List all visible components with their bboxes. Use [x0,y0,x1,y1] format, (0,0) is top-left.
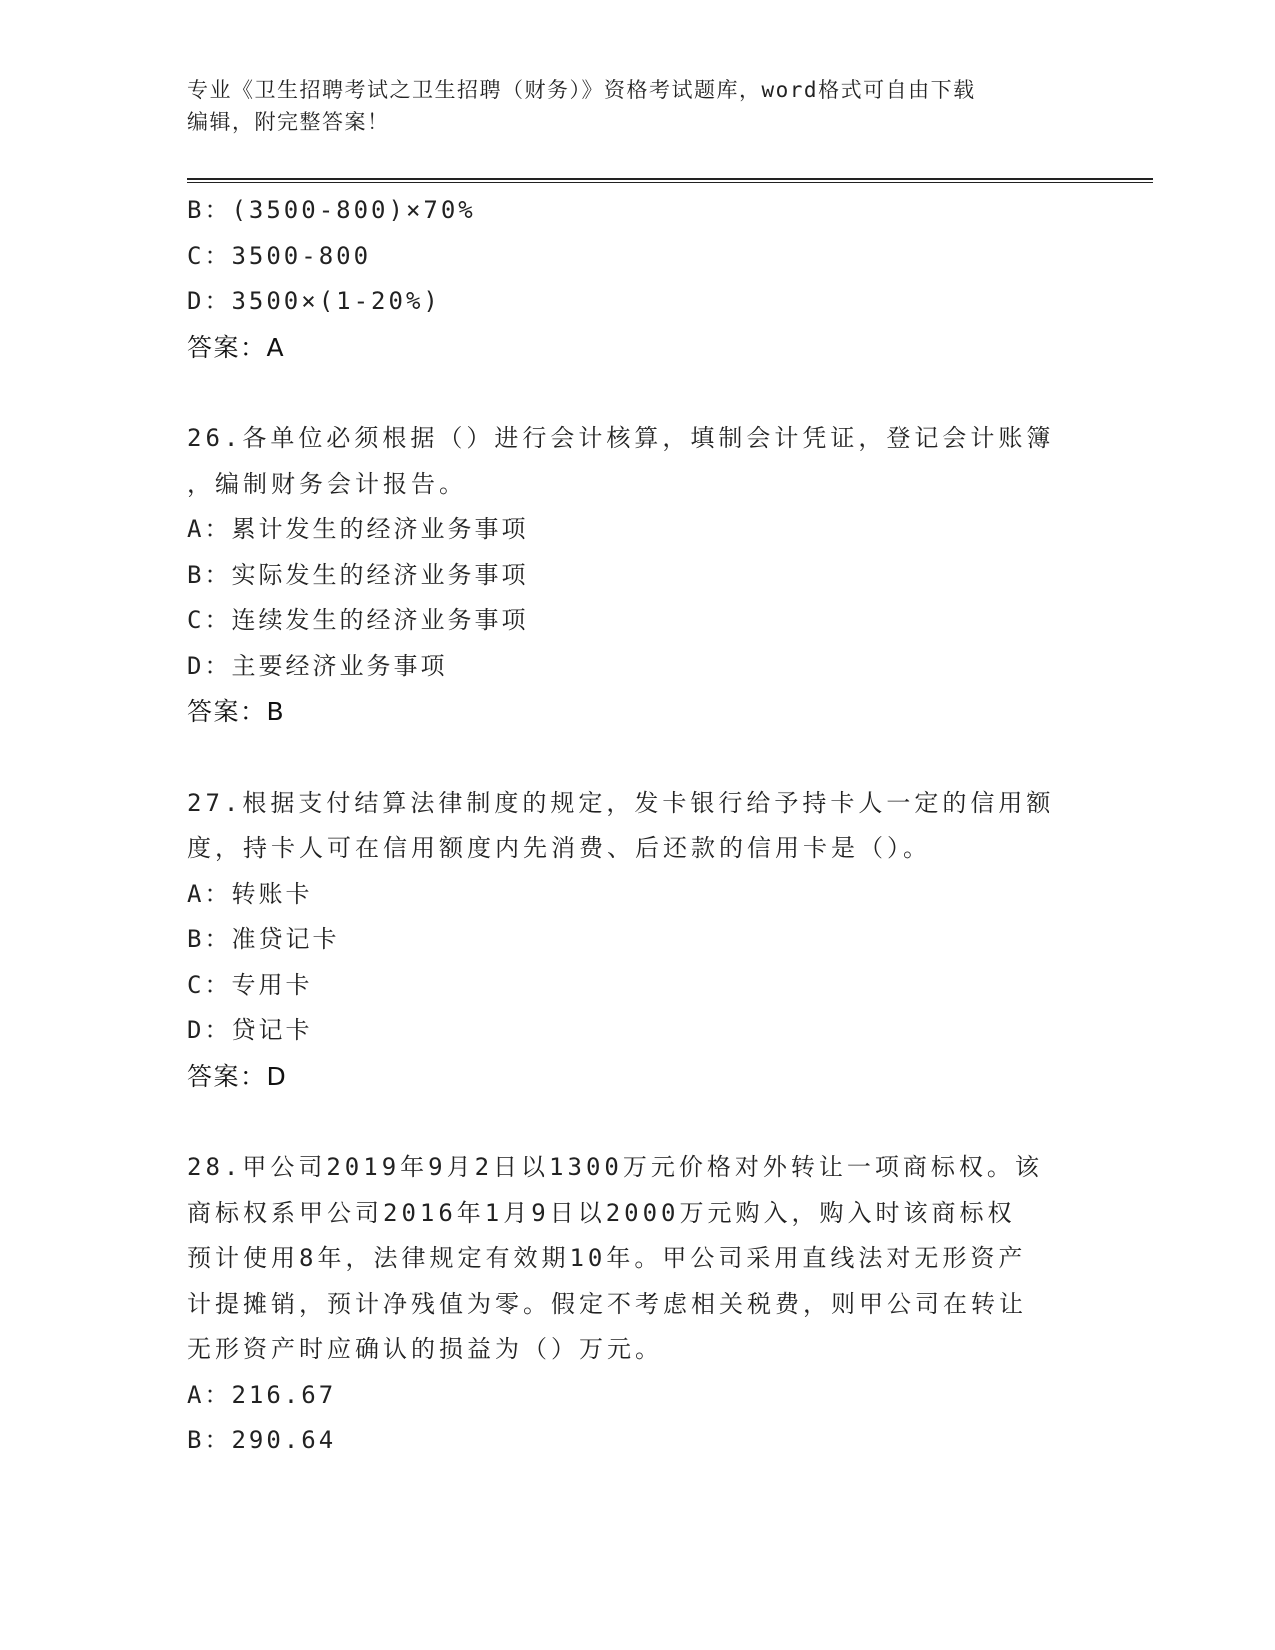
option-a: A：216.67 [187,1380,337,1409]
question-text [187,1145,1067,1373]
question-line: 商标权系甲公司2016年1月9日以2000万元购入，购入时该商标权 [187,1198,1016,1227]
answer: 答案：B [187,697,286,726]
question-line: ，编制财务会计报告。 [187,469,467,498]
question-line: 无形资产时应确认的损益为（）万元。 [187,1335,663,1363]
option-d: D：主要经济业务事项 [187,651,448,680]
question-line: 27.根据支付结算法律制度的规定，发卡银行给予持卡人一定的信用额 [187,788,1055,817]
option-c: C：连续发生的经济业务事项 [187,606,529,634]
header-line-2: 编辑，附完整答案！ [187,110,390,134]
option-c: C：3500-800 [187,241,372,270]
option-c: C：专用卡 [187,970,313,999]
option-b: B：实际发生的经济业务事项 [187,560,529,589]
header-divider [187,178,1153,183]
answer: 答案：D [187,1061,288,1091]
header-line-1: 专业《卫生招聘考试之卫生招聘（财务）》资格考试题库，word格式可自由下载 [187,78,976,102]
spacer [187,1099,1067,1145]
page-header [187,74,1087,138]
question-text [187,416,1067,507]
option-d: D：3500×(1-20%) [187,287,441,315]
spacer [187,735,1067,781]
option-b: B：(3500-800)×70% [187,196,476,224]
question-28 [187,1145,1067,1464]
question-line: 度，持卡人可在信用额度内先消费、后还款的信用卡是（）。 [187,834,931,862]
option-d: D：贷记卡 [187,1016,313,1044]
option-b: B：准贷记卡 [187,925,340,953]
answer: 答案：A [187,332,286,362]
document-body [187,188,1067,1464]
question-line: 计提摊销，预计净残值为零。假定不考虑相关税费，则甲公司在转让 [187,1289,1027,1318]
question-27 [187,781,1067,1100]
option-a: A：转账卡 [187,879,313,908]
question-text [187,781,1067,872]
question-line: 预计使用8年，法律规定有效期10年。甲公司采用直线法对无形资产 [187,1244,1027,1272]
question-26 [187,416,1067,735]
question-line: 26.各单位必须根据（）进行会计核算，填制会计凭证，登记会计账簿 [187,424,1055,452]
option-a: A：累计发生的经济业务事项 [187,515,529,543]
spacer [187,370,1067,416]
option-b: B：290.64 [187,1426,337,1454]
question-line: 28.甲公司2019年9月2日以1300万元价格对外转让一项商标权。该 [187,1153,1043,1181]
question-25-continued [187,188,1067,370]
